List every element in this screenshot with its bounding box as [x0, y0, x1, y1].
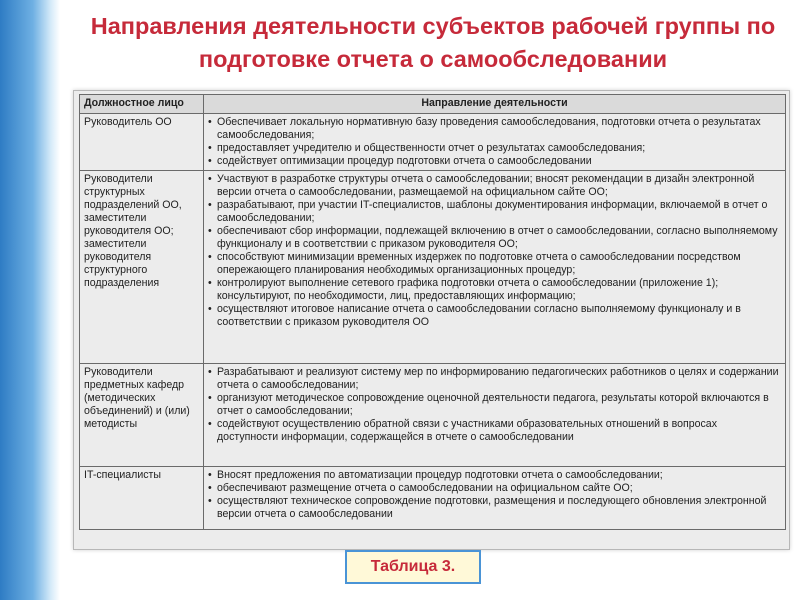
table-row [80, 114, 786, 171]
table-row [80, 467, 786, 530]
table-panel [73, 90, 790, 550]
activity-item: • Обеспечивает локальную нормативную базу проведения самообследования, подготовки отчета о результатах самообследования; [208, 116, 781, 142]
role-cell: Руководители предметных кафедр (методических объединений) и (или) методисты [80, 364, 204, 467]
activity-item: • организуют методическое сопровождение оценочной деятельности педагога, результаты которой включаются в отчет о самообследовании; [208, 392, 781, 418]
role-cell: IT-специалисты [80, 467, 204, 530]
activity-cell [204, 171, 786, 364]
column-header-position: Должностное лицо [80, 95, 204, 114]
activity-cell [204, 114, 786, 171]
activity-item: • Вносят предложения по автоматизации процедур подготовки отчета о самообследовании; [208, 469, 781, 482]
table-row [80, 364, 786, 467]
activity-item: • разрабатывают, при участии IT-специалистов, шаблоны документирования информации, включаемой в отчет о самообследовании; [208, 199, 781, 225]
decorative-side-bar [0, 0, 60, 600]
table-caption: Таблица 3. [345, 550, 481, 584]
activity-cell [204, 467, 786, 530]
activity-item: • Разрабатывают и реализуют систему мер по информированию педагогических работников о целях и содержании отчета о самообследовании; [208, 366, 781, 392]
activity-list [208, 366, 781, 444]
activity-item: • предоставляет учредителю и общественности отчет о результатах самообследования; [208, 142, 781, 155]
activity-item: • содействуют осуществлению обратной связи с участниками образовательных отношений в вопросах доступности информации, содержащейся в отчете о самообследовании [208, 418, 781, 444]
activity-cell [204, 364, 786, 467]
activity-item: • обеспечивают сбор информации, подлежащей включению в отчет о самообследовании, согласно выполняемому функционалу и в соответствии с приказом руководителя ОО; [208, 225, 781, 251]
activity-list [208, 173, 781, 329]
activity-item: • контролируют выполнение сетевого графика подготовки отчета о самообследовании (приложение 1); консультируют, по необходимости, лиц, предоставляющих информацию; [208, 277, 781, 303]
table-header-row [80, 95, 786, 114]
activity-item: • осуществляют итоговое написание отчета о самообследовании согласно выполняемому функционалу и в соответствии с приказом руководителя ОО [208, 303, 781, 329]
role-cell: Руководитель ОО [80, 114, 204, 171]
role-cell: Руководители структурных подразделений ОО, заместители руководителя ОО; заместители руководителя структурного подразделения [80, 171, 204, 364]
activity-item: • Участвуют в разработке структуры отчета о самообследовании; вносят рекомендации в дизайн электронной версии отчета о самообследовании, размещаемой на официальном сайте ОО; [208, 173, 781, 199]
activity-item: • содействует оптимизации процедур подготовки отчета о самообследовании [208, 155, 781, 168]
activity-item: • осуществляют техническое сопровождение подготовки, размещения и последующего обновления электронной версии отчета о самообследовании [208, 495, 781, 521]
column-header-activity: Направление деятельности [204, 95, 786, 114]
activity-item: • способствуют минимизации временных издержек по подготовке отчета о самообследовании посредством опережающего планирования необходимых организационных процедур; [208, 251, 781, 277]
activity-item: • обеспечивают размещение отчета о самообследовании на официальном сайте ОО; [208, 482, 781, 495]
table-row [80, 171, 786, 364]
activity-list [208, 469, 781, 521]
activity-table [79, 94, 786, 530]
activity-list [208, 116, 781, 168]
slide-title: Направления деятельности субъектов рабочей группы по подготовке отчета о самообследовании [90, 13, 776, 72]
